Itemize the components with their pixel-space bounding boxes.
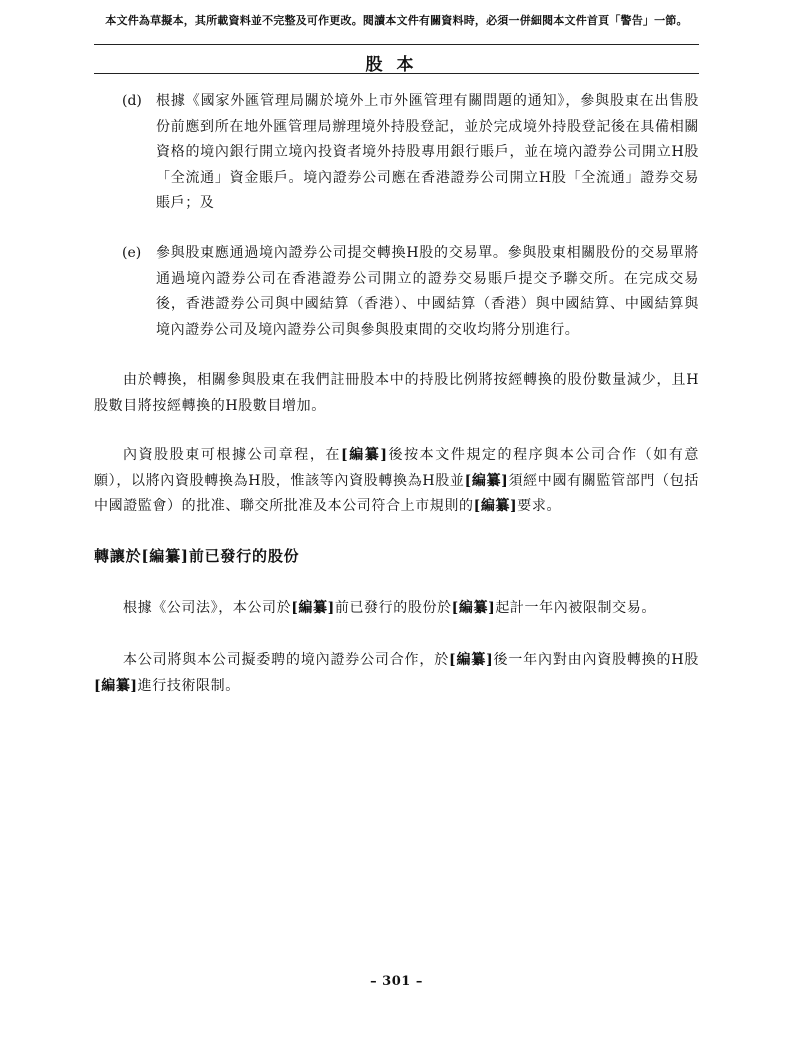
page-number: – 301 –: [370, 974, 423, 989]
list-item-label: (d): [122, 93, 142, 109]
redacted-marker: [編纂]: [141, 547, 189, 565]
redacted-marker: [編纂]: [464, 472, 509, 489]
redacted-marker: [編纂]: [341, 447, 388, 463]
redacted-marker: [編纂]: [449, 652, 494, 668]
header-bottom-rule: [94, 73, 699, 74]
redacted-marker: [編纂]: [291, 600, 335, 616]
redacted-marker: [編纂]: [94, 677, 138, 694]
draft-disclaimer: 本文件為草擬本，其所載資料並不完整及可作更改。閱讀本文件有關資料時，必須一併細閱本文件首頁「警告」一節。: [105, 14, 688, 27]
paragraph-company-law-restriction: 根據《公司法》，本公司於[編纂]前已發行的股份於[編纂]起計一年內被限制交易。: [123, 600, 656, 616]
list-item-label: (e): [122, 245, 142, 261]
section-title: 股本: [365, 55, 428, 75]
paragraph-conversion-effect: 由於轉換，相關參與股東在我們註冊股本中的持股比例將按經轉換的股份數量減少，且H股數目將按經轉換的H股數目增加。: [94, 372, 699, 414]
list-item-text: 根據《國家外匯管理局關於境外上市外匯管理有關問題的通知》，參與股東在出售股份前應到所在地外匯管理局辦理境外持股登記，並於完成境外持股登記後在具備相關資格的境內銀行開立境內投資者境外持股專用銀行賬戶，並在境內證券公司開立H股「全流通」資金賬戶。境內證券公司應在香港證券公司開立H股「全流通」證券交易賬戶；及: [156, 93, 699, 211]
list-item-d: [122, 89, 699, 217]
subsection-heading: 轉讓於[編纂]前已發行的股份: [94, 547, 300, 565]
redacted-marker: [編纂]: [473, 498, 518, 514]
paragraph-domestic-share-conversion: 內資股股東可根據公司章程，在[編纂]後按本文件規定的程序與本公司合作（如有意願），以將內資股轉換為H股，惟該等內資股轉換為H股並[編纂]須經中國有關監管部門（包括中國證監會）的批准、聯交所批准及本公司符合上市規則的[編纂]要求。: [94, 447, 699, 514]
paragraph-technical-restriction: 本公司將與本公司擬委聘的境內證券公司合作，於[編纂]後一年內對由內資股轉換的H股[編纂]進行技術限制。: [94, 652, 699, 694]
list-item-e: [122, 241, 699, 343]
redacted-marker: [編纂]: [451, 600, 496, 616]
header-top-rule: [94, 44, 699, 45]
list-item-text: 參與股東應通過境內證券公司提交轉換H股的交易單。參與股東相關股份的交易單將通過境內證券公司在香港證券公司開立的證券交易賬戶提交予聯交所。在完成交易後，香港證券公司與中國結算（香港）、中國結算（香港）與中國結算、中國結算與境內證券公司及境內證券公司與參與股東間的交收均將分別進行。: [156, 245, 699, 338]
